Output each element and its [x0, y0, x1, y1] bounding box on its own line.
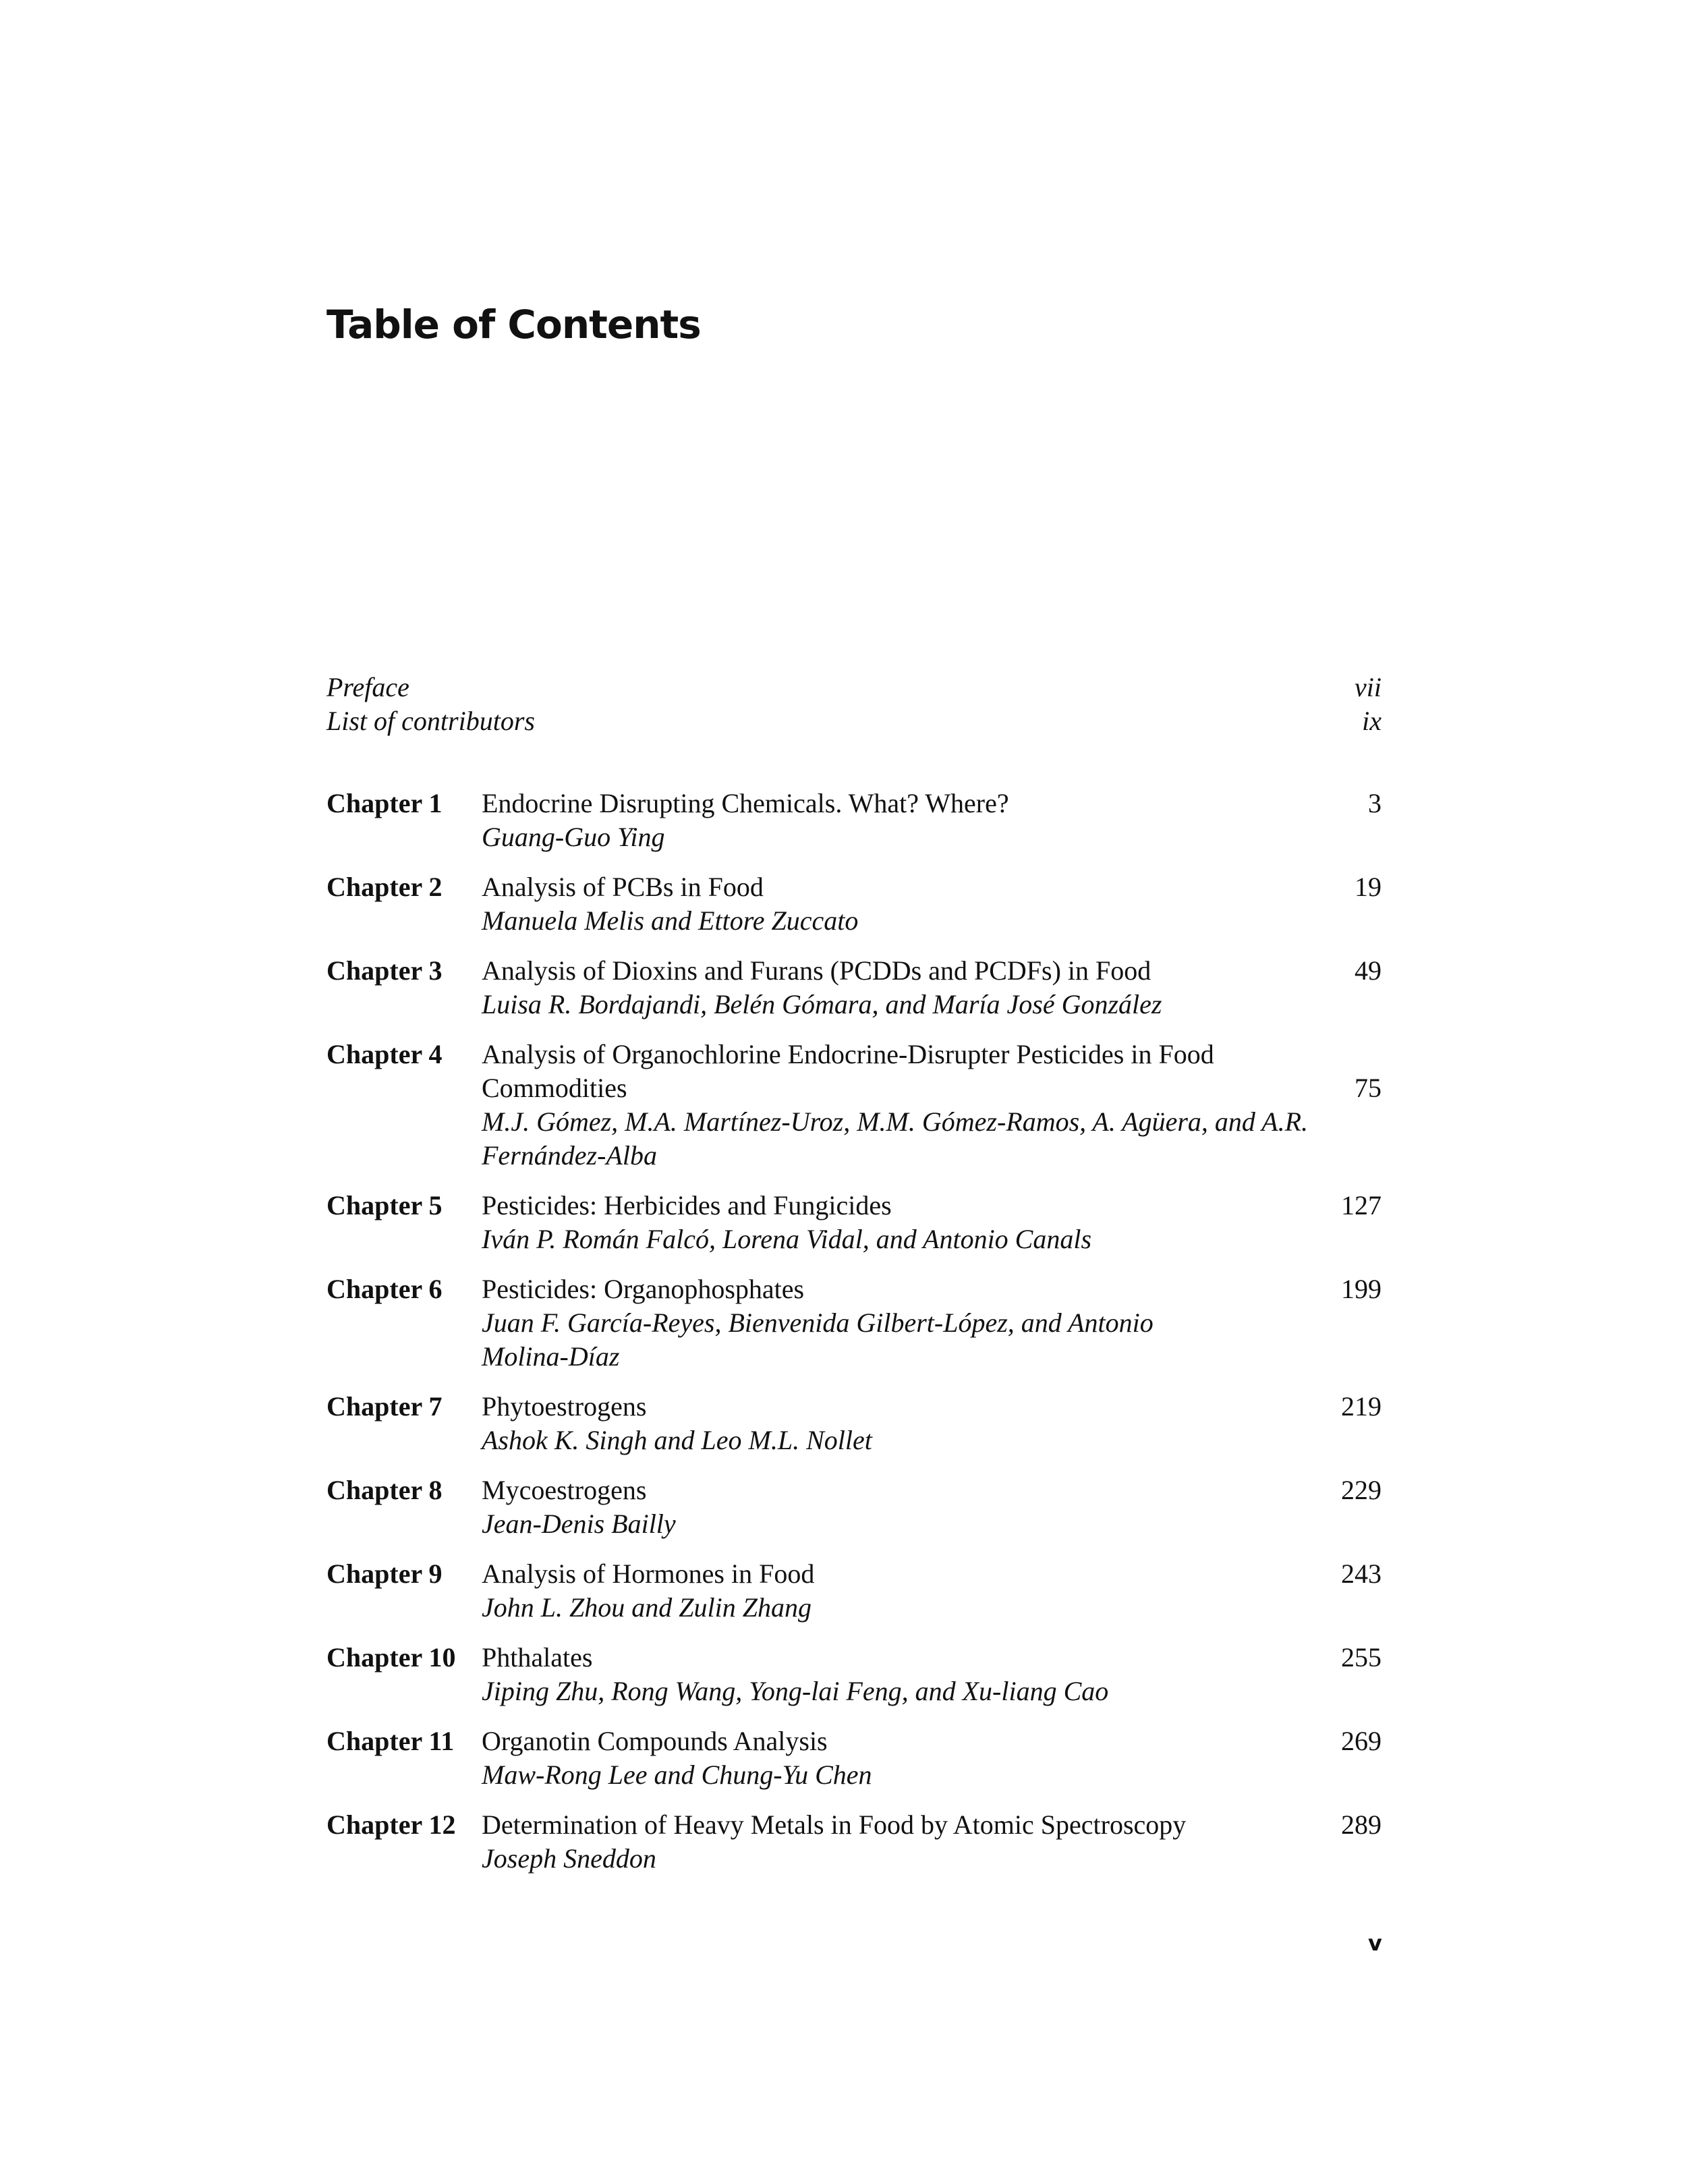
chapter-title: Analysis of Hormones in Food [482, 1558, 815, 1589]
chapter-authors: Joseph Sneddon [482, 1843, 656, 1874]
front-matter-page: vii [1355, 672, 1382, 702]
front-matter-entry-contributors[interactable] [326, 704, 1382, 738]
table-of-contents [326, 671, 1382, 1892]
chapter-authors: Guang-Guo Ying [482, 822, 665, 852]
chapter-authors: Iván P. Román Falcó, Lorena Vidal, and Antonio Canals [482, 1224, 1092, 1254]
chapter-label: Chapter 6 [326, 1274, 443, 1304]
chapter-title: Organotin Compounds Analysis [482, 1726, 828, 1756]
chapter-label: Chapter 10 [326, 1642, 456, 1673]
chapter-page-number: 75 [1355, 1073, 1382, 1103]
chapter-label: Chapter 4 [326, 1039, 443, 1069]
chapter-entry-4[interactable] [326, 1038, 1382, 1173]
chapter-label: Chapter 9 [326, 1558, 443, 1589]
chapter-list [326, 787, 1382, 1876]
chapter-title: Pesticides: Herbicides and Fungicides [482, 1190, 892, 1220]
chapter-entry-6[interactable] [326, 1272, 1382, 1374]
chapter-page-number: 127 [1341, 1190, 1382, 1220]
front-matter-page: ix [1362, 706, 1382, 736]
chapter-page-number: 255 [1341, 1642, 1382, 1673]
chapter-authors: Luisa R. Bordajandi, Belén Gómara, and María José González [482, 989, 1162, 1019]
chapter-page-number: 19 [1355, 872, 1382, 902]
chapter-label: Chapter 5 [326, 1190, 443, 1220]
chapter-page-number: 229 [1341, 1475, 1382, 1505]
chapter-authors: Jean-Denis Bailly [482, 1509, 676, 1539]
chapter-entry-9[interactable] [326, 1557, 1382, 1625]
chapter-authors: Jiping Zhu, Rong Wang, Yong-lai Feng, and Xu-liang Cao [482, 1676, 1109, 1706]
chapter-entry-2[interactable] [326, 870, 1382, 938]
chapter-entry-1[interactable] [326, 787, 1382, 854]
front-matter-label: Preface [326, 672, 409, 702]
chapter-page-number: 199 [1341, 1274, 1382, 1304]
front-matter-list [326, 671, 1382, 738]
chapter-title: Analysis of Organochlorine Endocrine-Disrupter Pesticides in Food Commodities [482, 1039, 1214, 1103]
chapter-title: Endocrine Disrupting Chemicals. What? Where? [482, 788, 1009, 818]
chapter-entry-12[interactable] [326, 1808, 1382, 1876]
chapter-page-number: 219 [1341, 1391, 1382, 1422]
chapter-authors: M.J. Gómez, M.A. Martínez-Uroz, M.M. Gómez-Ramos, A. Agüera, and A.R. Fernández-Alba [482, 1106, 1309, 1171]
chapter-title: Mycoestrogens [482, 1475, 647, 1505]
chapter-page-number: 49 [1355, 955, 1382, 986]
chapter-authors: Maw-Rong Lee and Chung-Yu Chen [482, 1760, 872, 1790]
page-folio: v [1368, 1930, 1382, 1956]
chapter-label: Chapter 1 [326, 788, 443, 818]
chapter-title: Analysis of PCBs in Food [482, 872, 764, 902]
chapter-page-number: 289 [1341, 1809, 1382, 1840]
chapter-entry-11[interactable] [326, 1724, 1382, 1792]
chapter-authors: Juan F. García-Reyes, Bienvenida Gilbert-López, and Antonio Molina-Díaz [482, 1308, 1154, 1372]
chapter-label: Chapter 8 [326, 1475, 443, 1505]
chapter-authors: Ashok K. Singh and Leo M.L. Nollet [482, 1425, 872, 1455]
chapter-label: Chapter 7 [326, 1391, 443, 1422]
chapter-label: Chapter 11 [326, 1726, 455, 1756]
chapter-authors: John L. Zhou and Zulin Zhang [482, 1592, 812, 1623]
chapter-label: Chapter 12 [326, 1809, 456, 1840]
chapter-entry-10[interactable] [326, 1641, 1382, 1708]
chapter-label: Chapter 3 [326, 955, 443, 986]
front-matter-entry-preface[interactable] [326, 671, 1382, 704]
chapter-title: Phytoestrogens [482, 1391, 647, 1422]
chapter-page-number: 243 [1341, 1558, 1382, 1589]
chapter-entry-3[interactable] [326, 954, 1382, 1021]
chapter-label: Chapter 2 [326, 872, 443, 902]
chapter-entry-7[interactable] [326, 1390, 1382, 1457]
chapter-title: Determination of Heavy Metals in Food by Atomic Spectroscopy [482, 1809, 1187, 1840]
page-title: Table of Contents [326, 302, 701, 347]
chapter-title: Pesticides: Organophosphates [482, 1274, 805, 1304]
chapter-entry-5[interactable] [326, 1189, 1382, 1256]
chapter-title: Phthalates [482, 1642, 593, 1673]
chapter-authors: Manuela Melis and Ettore Zuccato [482, 905, 859, 936]
chapter-entry-8[interactable] [326, 1473, 1382, 1541]
chapter-page-number: 3 [1368, 788, 1382, 818]
chapter-title: Analysis of Dioxins and Furans (PCDDs and PCDFs) in Food [482, 955, 1151, 986]
chapter-page-number: 269 [1341, 1726, 1382, 1756]
front-matter-label: List of contributors [326, 706, 535, 736]
